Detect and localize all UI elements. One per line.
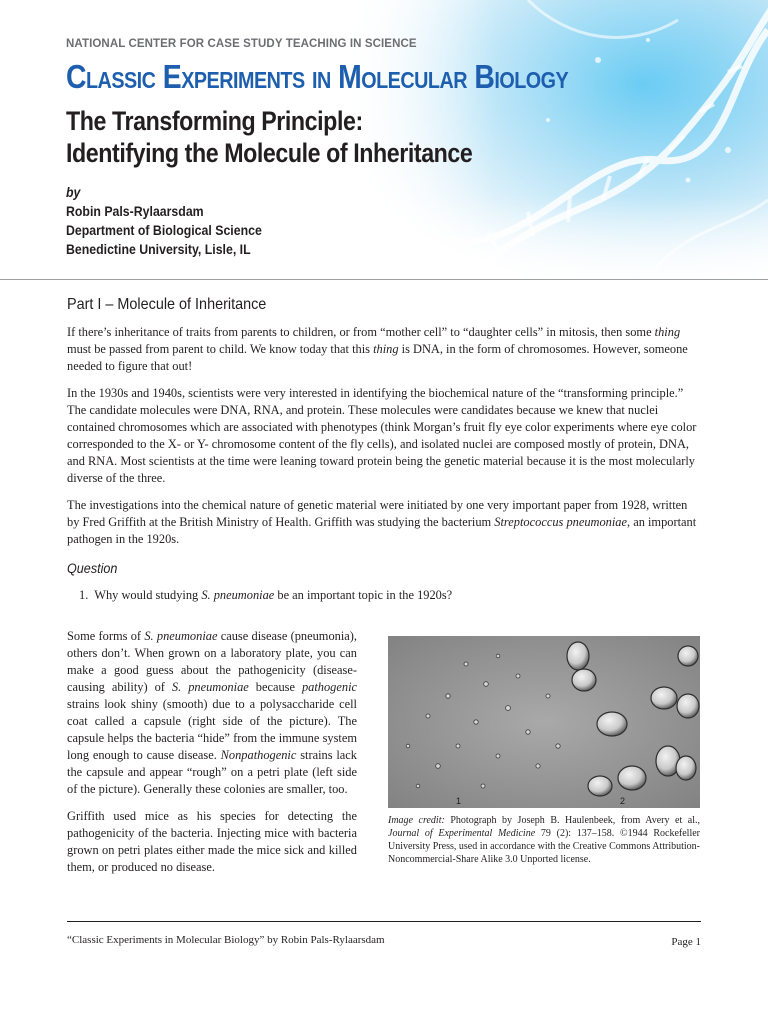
journal-name: Journal of Experimental Medicine [388, 828, 536, 839]
department: Department of Biological Science [66, 222, 262, 238]
text-run: cause disease (pneumonia), others don’t. When grown on a laboratory plate, you can make a good guess about the pathogenicity (disease-causing ability) of [67, 629, 358, 694]
species-name: Streptococcus pneumoniae [494, 515, 627, 529]
question-heading: Question [67, 560, 118, 576]
byline [66, 183, 649, 259]
author-name: Robin Pals-Rylaarsdam [66, 203, 204, 219]
text-run: because [248, 680, 302, 694]
text-run: strains look shiny (smooth) due to a polysaccharide cell coat called a capsule (right side of the picture). The capsule helps the bacteria “hide” from the immune system long enough to cause disease. [67, 697, 357, 762]
figure-label-right: 2 [620, 796, 626, 806]
caption-label: Image credit: [388, 815, 445, 826]
header-divider [0, 279, 768, 280]
masthead [66, 38, 728, 259]
page-number: Page 1 [671, 936, 701, 948]
footer-divider [67, 921, 701, 922]
figure-caption [388, 814, 700, 866]
paragraph-1 [67, 324, 702, 375]
text-run: must be passed from parent to child. We know today that this [67, 342, 374, 356]
question-item-1 [79, 587, 702, 604]
emphasis: thing [373, 342, 399, 356]
text-run: Photograph by Joseph B. Haulenbeek, from Avery et al., [444, 815, 701, 826]
species-name: S. pneumoniae [171, 680, 249, 694]
text-run: , an important pathogen in the 1920s. [67, 515, 697, 546]
colony-photograph [388, 636, 700, 808]
question-number: 1. [79, 588, 89, 602]
paragraph-2: In the 1930s and 1940s, scientists were very interested in identifying the biochemical nature of the “transforming principle.” The candidate molecules were DNA, RNA, and protein. These molecules were candidates because we knew that nuclei contained chromosomes which are associated with phenotypes (think Morgan’s fruit fly eye color experiments where eye color corresponded to the X- or Y- chromosome content of the fly cells), and isolated nuclei are composed mostly of protein, DNA, and RNA. Most scientists at the time were leaning toward protein being the genetic material because it is the most molecularly diverse of the three. [67, 386, 697, 485]
series-title: Classic Experiments in Molecular Biology [66, 58, 569, 95]
text-run: be an important topic in the 1920s? [274, 588, 453, 602]
case-title-line1: The Transforming Principle: [66, 106, 363, 136]
text-run: 79 (2): 137–158. ©1944 Rockefeller University Press, used in accordance with the Creative Commons Attribution-Noncommercial-Share Alike 3.0 Unported license. [388, 828, 700, 865]
emphasis: Nonpathogenic [220, 748, 297, 762]
left-column-text [67, 628, 357, 886]
emphasis: thing [654, 325, 681, 339]
species-name: S. pneumoniae [201, 588, 275, 602]
case-title [66, 105, 635, 169]
column-paragraph-1 [67, 628, 357, 798]
text-run: If there’s inheritance of traits from parents to children, or from “mother cell” to “daughter cells” in mitosis, then some [67, 325, 655, 339]
part1-section [67, 296, 702, 616]
part1-heading: Part I – Molecule of Inheritance [67, 296, 267, 313]
text-run: is DNA, in the form of chromosomes. However, someone needed to figure that out! [67, 342, 688, 373]
colony-photo-illustration [388, 636, 700, 808]
paragraph-3 [67, 497, 702, 548]
footer-citation: “Classic Experiments in Molecular Biology” by Robin Pals-Rylaarsdam [67, 934, 385, 946]
species-name: S. pneumoniae [144, 629, 218, 643]
case-title-line2: Identifying the Molecule of Inheritance [66, 138, 473, 168]
text-run: Why would studying [94, 588, 202, 602]
text-run: strains lack the capsule and appear “rough” on a petri plate (left side of the picture). Generally these colonies are smaller, too. [67, 748, 358, 796]
figure-label-left: 1 [456, 796, 462, 806]
organization-name: NATIONAL CENTER FOR CASE STUDY TEACHING IN SCIENCE [66, 38, 417, 50]
university: Benedictine University, Lisle, IL [66, 241, 251, 257]
text-run: Some forms of [67, 629, 145, 643]
column-paragraph-2: Griffith used mice as his species for detecting the pathogenicity of the bacteria. Injecting mice with bacteria grown on petri plates either made the mice sick and killed them, or produced no disease. [67, 809, 357, 874]
by-label: by [66, 184, 81, 200]
emphasis: pathogenic [301, 680, 358, 694]
text-run: The investigations into the chemical nature of genetic material were initiated by one very important paper from 1928, written by Fred Griffith at the British Ministry of Health. Griffith was studying the bacterium [67, 498, 688, 529]
